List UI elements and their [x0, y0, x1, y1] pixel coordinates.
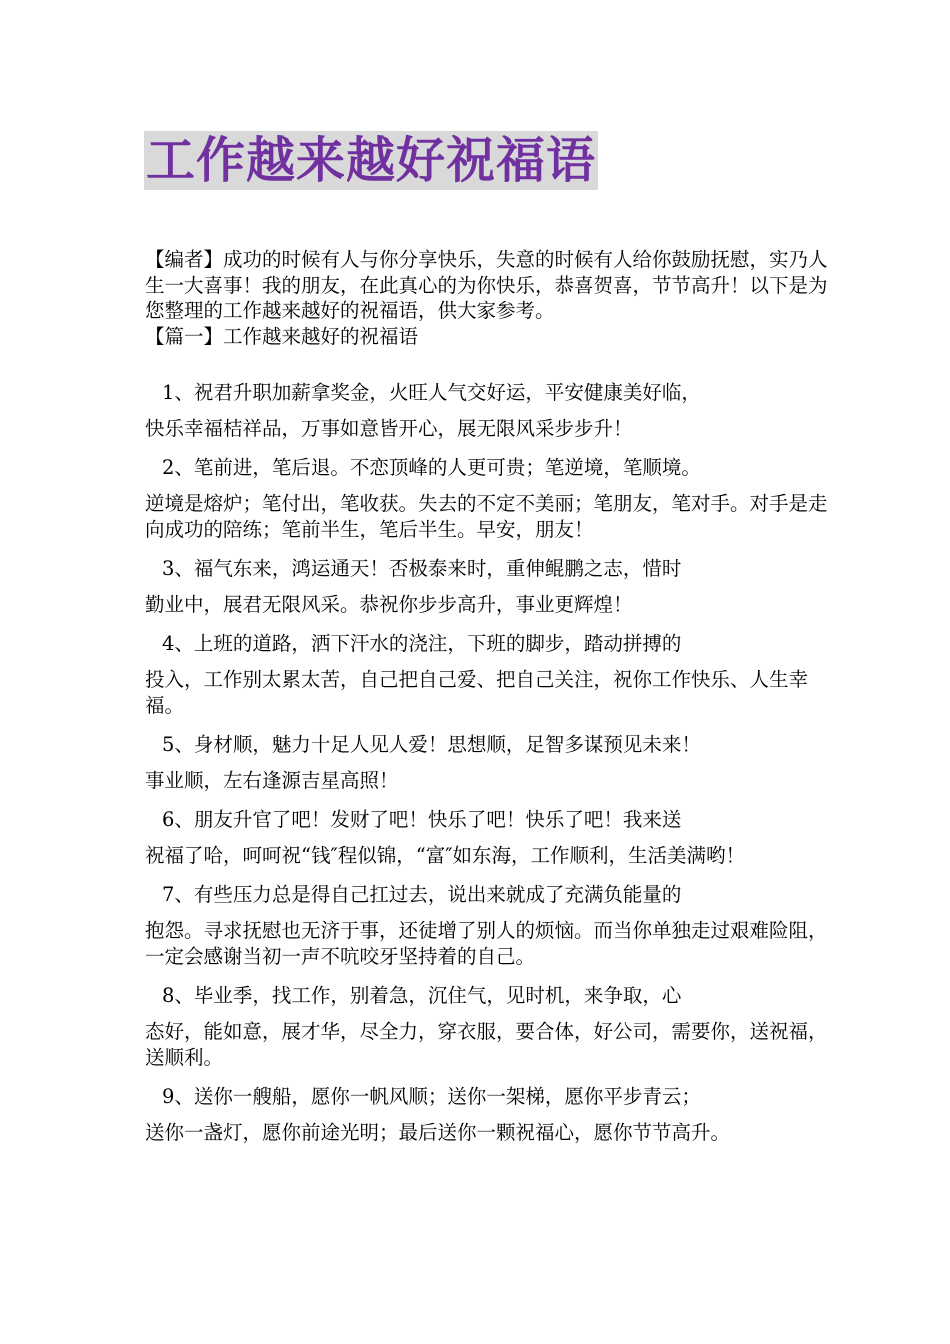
list-item-first-line: 4、上班的道路，洒下汗水的浇注，下班的脚步，踏动拼搏的: [162, 632, 682, 655]
list-item-rest: 投入，工作别太累太苦，自己把自己爱、把自己关注，祝你工作快乐、人生幸福。: [145, 668, 809, 717]
list-item: [145, 807, 835, 869]
list-item-rest: 快乐幸福桔祥品，万事如意皆开心，展无限风采步步升！: [145, 417, 633, 440]
list-item-rest: 抱怨。寻求抚慰也无济于事，还徒增了别人的烦恼。而当你单独走过艰难险阻，一定会感谢当初一声不吭咬牙坚持着的自己。: [145, 919, 828, 968]
list-item-first-line: 1、祝君升职加薪拿奖金，火旺人气交好运，平安健康美好临，: [162, 381, 701, 404]
intro-paragraph: 【编者】成功的时候有人与你分享快乐，失意的时候有人给你鼓励抚慰，实乃人生一大喜事！我的朋友，在此真心的为你快乐，恭喜贺喜，节节高升！以下是为您整理的工作越来越好的祝福语，供大家参考。: [145, 248, 828, 322]
list-item-first-line: 8、毕业季，找工作，别着急，沉住气，见时机，来争取，心: [162, 984, 682, 1007]
list-item-first-line: 5、身材顺，魅力十足人见人爱！思想顺，足智多谋预见未来！: [162, 733, 701, 756]
list-item-rest: 事业顺，左右逢源吉星高照！: [145, 769, 399, 792]
list-item-first-line: 9、送你一艘船，愿你一帆风顺；送你一架梯，愿你平步青云；: [162, 1085, 701, 1108]
list-item-first-line: 2、笔前进，笔后退。不恋顶峰的人更可贵；笔逆境，笔顺境。: [162, 456, 701, 479]
list-item-first-line: 6、朋友升官了吧！发财了吧！快乐了吧！快乐了吧！我来送: [162, 808, 682, 831]
list-item: [145, 556, 835, 618]
list-item: [145, 983, 835, 1071]
intro-block: [145, 247, 835, 349]
list-item: [145, 882, 835, 970]
document-title: 工作越来越好祝福语: [146, 132, 597, 189]
list-item: [145, 380, 835, 442]
blessing-list: [145, 380, 835, 1159]
list-item-first-line: 3、福气东来，鸿运通天！否极泰来时，重伸鲲鹏之志，惜时: [162, 557, 682, 580]
list-item: [145, 631, 835, 719]
list-item-rest: 逆境是熔炉；笔付出，笔收获。失去的不定不美丽；笔朋友，笔对手。对手是走向成功的陪练；笔前半生，笔后半生。早安，朋友！: [145, 492, 828, 541]
list-item: [145, 732, 835, 794]
list-item-rest: 勤业中，展君无限风采。恭祝你步步高升，事业更辉煌！: [145, 593, 633, 616]
list-item-rest: 祝福了哈，呵呵祝“钱″程似锦，“富″如东海，工作顺利，生活美满哟！: [145, 844, 746, 867]
list-item-rest: 送你一盏灯，愿你前途光明；最后送你一颗祝福心，愿你节节高升。: [145, 1121, 731, 1144]
list-item: [145, 1084, 835, 1146]
list-item-rest: 态好，能如意，展才华，尽全力，穿衣服，要合体，好公司，需要你，送祝福，送顺利。: [145, 1020, 828, 1069]
list-item: [145, 455, 835, 543]
list-item-first-line: 7、有些压力总是得自己扛过去，说出来就成了充满负能量的: [162, 883, 682, 906]
section-heading: 【篇一】工作越来越好的祝福语: [145, 324, 419, 348]
